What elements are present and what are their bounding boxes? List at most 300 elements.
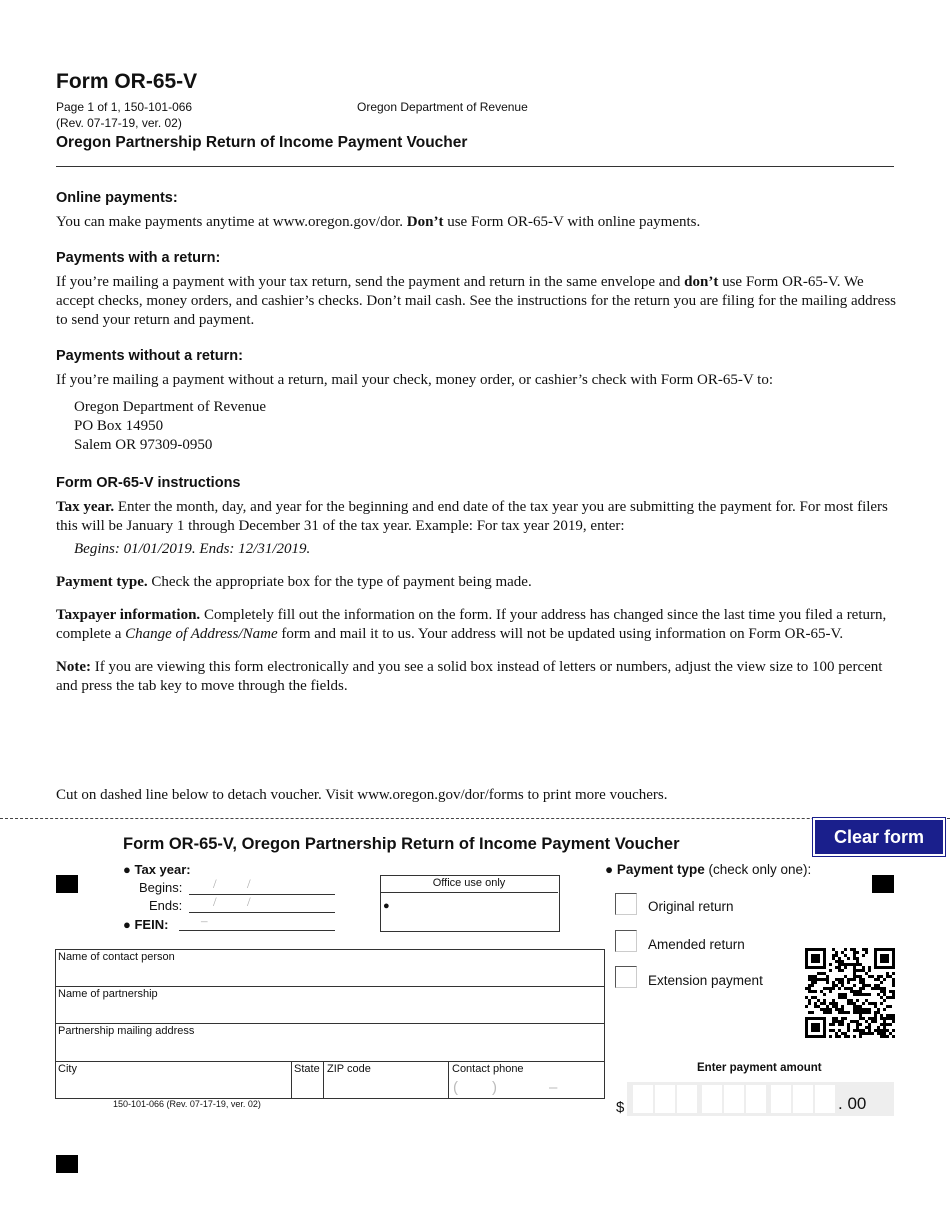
qr-module [868, 966, 871, 969]
digit-box [655, 1085, 675, 1113]
qr-module [829, 1002, 832, 1005]
qr-module [838, 966, 841, 969]
ends-date-field[interactable] [189, 894, 335, 913]
qr-module [832, 984, 835, 987]
qr-module [859, 1035, 862, 1038]
qr-module [859, 1011, 862, 1014]
note-instruction [56, 658, 896, 696]
fein-label [123, 917, 168, 932]
with-return-text [56, 273, 896, 330]
qr-module [892, 1017, 895, 1020]
qr-module [823, 1002, 826, 1005]
qr-module [841, 1032, 844, 1035]
field-caption: Name of partnership [58, 988, 158, 1000]
qr-module [880, 1014, 883, 1017]
qr-module [877, 987, 880, 990]
bullet: ● [123, 862, 131, 877]
qr-module [814, 1002, 817, 1005]
qr-module [865, 1020, 868, 1023]
mailing-address-field[interactable] [55, 1023, 605, 1061]
qr-module [883, 1020, 886, 1023]
taxpayer-term: Taxpayer information. [56, 607, 201, 623]
qr-module [886, 1014, 889, 1017]
qr-module [838, 987, 841, 990]
qr-module [886, 1017, 889, 1020]
qr-module [847, 1002, 850, 1005]
qr-module [835, 960, 838, 963]
qr-module [859, 981, 862, 984]
qr-module [892, 972, 895, 975]
address-line: Salem OR 97309-0950 [74, 437, 213, 453]
qr-module [868, 1011, 871, 1014]
qr-module [859, 963, 862, 966]
clear-form-button[interactable]: Clear form [813, 818, 945, 856]
form-code: 150-101-066 (Rev. 07-17-19, ver. 02) [113, 1099, 261, 1109]
qr-module [874, 987, 877, 990]
registration-mark [872, 875, 894, 893]
qr-module [862, 948, 865, 951]
qr-module [841, 1017, 844, 1020]
qr-module [808, 984, 811, 987]
qr-module [829, 1011, 832, 1014]
qr-module [862, 987, 865, 990]
date-separator: / [247, 876, 251, 891]
qr-module [880, 981, 883, 984]
tax-year-example-text: Begins: 01/01/2019. Ends: 12/31/2019. [74, 541, 311, 557]
qr-module [892, 1035, 895, 1038]
qr-module [865, 984, 868, 987]
qr-module [865, 951, 868, 954]
fein-separator: – [201, 913, 208, 928]
qr-module [856, 1029, 859, 1032]
qr-module [835, 1002, 838, 1005]
tax-year-text: Enter the month, day, and year for the beginning and end date of the tax year you are submitting the payment for. For most filers this will be January 1 through December 31 of the tax year. Example: For tax year 2019, enter: [56, 499, 888, 534]
qr-module [865, 993, 868, 996]
qr-module [859, 975, 862, 978]
begins-label: Begins: [139, 880, 183, 895]
qr-module [892, 993, 895, 996]
qr-module [877, 978, 880, 981]
dollar-sign: $ [616, 1099, 625, 1116]
qr-module [874, 978, 877, 981]
qr-module [862, 966, 865, 969]
qr-module [808, 1011, 811, 1014]
qr-module [820, 1008, 823, 1011]
original-return-label: Original return [648, 899, 734, 914]
qr-module [853, 1020, 856, 1023]
cents-value: . 00 [838, 1094, 867, 1113]
digit-box [746, 1085, 766, 1113]
qr-module [844, 1017, 847, 1020]
cut-instruction: Cut on dashed line below to detach voucher. Visit www.oregon.gov/dor/forms to print more vouchers. [56, 787, 668, 803]
qr-module [877, 993, 880, 996]
ends-label: Ends: [149, 898, 183, 913]
voucher-title: Oregon Partnership Return of Income Payment Voucher [56, 134, 468, 151]
qr-module [883, 999, 886, 1002]
qr-module [850, 978, 853, 981]
tax-year-label [123, 862, 191, 877]
begins-date-field[interactable] [189, 876, 335, 895]
qr-module [814, 996, 817, 999]
qr-module [829, 990, 832, 993]
qr-module [886, 996, 889, 999]
qr-module [892, 1014, 895, 1017]
qr-module [814, 978, 817, 981]
qr-module [862, 981, 865, 984]
field-caption: Partnership mailing address [58, 1025, 195, 1037]
payment-type-instruction [56, 573, 896, 592]
qr-module [850, 1020, 853, 1023]
qr-module [886, 1035, 889, 1038]
qr-module [856, 1023, 859, 1026]
qr-module [859, 1029, 862, 1032]
revision-info: (Rev. 07-17-19, ver. 02) [56, 116, 182, 130]
qr-module [844, 996, 847, 999]
payment-type-label-text: Payment type [616, 862, 705, 877]
qr-module [877, 1032, 880, 1035]
qr-module [871, 1032, 874, 1035]
without-return-heading: Payments without a return: [56, 348, 243, 364]
registration-mark [56, 1155, 78, 1173]
qr-module [841, 969, 844, 972]
qr-module [838, 1008, 841, 1011]
qr-module [841, 1011, 844, 1014]
qr-module [856, 1011, 859, 1014]
qr-module [808, 1002, 811, 1005]
payment-type-label [605, 862, 811, 877]
qr-module [811, 975, 814, 978]
qr-module [883, 1017, 886, 1020]
qr-module [847, 963, 850, 966]
qr-module [835, 1032, 838, 1035]
qr-module [880, 1023, 883, 1026]
qr-module [853, 966, 856, 969]
qr-module [880, 1029, 883, 1032]
department-name: Oregon Department of Revenue [357, 100, 528, 114]
qr-module [886, 972, 889, 975]
qr-module [817, 972, 820, 975]
qr-module [838, 978, 841, 981]
zip-caption: ZIP code [327, 1063, 371, 1075]
qr-module [868, 984, 871, 987]
digit-box [793, 1085, 813, 1113]
fein-field[interactable] [179, 913, 335, 931]
qr-module [880, 990, 883, 993]
qr-module [808, 990, 811, 993]
qr-module [856, 969, 859, 972]
qr-module [871, 1020, 874, 1023]
qr-module [865, 1008, 868, 1011]
online-payments-text [56, 213, 896, 232]
qr-module [829, 987, 832, 990]
qr-module [817, 978, 820, 981]
qr-module [841, 984, 844, 987]
qr-module [814, 1005, 817, 1008]
qr-module [859, 1023, 862, 1026]
qr-module [865, 1026, 868, 1029]
phone-dash: – [549, 1079, 558, 1096]
qr-module [874, 984, 877, 987]
voucher-form-title: Form OR-65-V, Oregon Partnership Return of Income Payment Voucher [123, 835, 680, 853]
qr-module [853, 978, 856, 981]
qr-module [883, 1029, 886, 1032]
qr-module [835, 966, 838, 969]
date-separator: / [213, 876, 217, 891]
qr-module [865, 1011, 868, 1014]
qr-module [817, 1005, 820, 1008]
qr-module [829, 1008, 832, 1011]
tax-year-term: Tax year. [56, 499, 115, 515]
qr-module [817, 999, 820, 1002]
qr-module [853, 972, 856, 975]
digit-box [724, 1085, 744, 1113]
qr-module [841, 960, 844, 963]
qr-module [844, 963, 847, 966]
qr-module [853, 948, 856, 951]
qr-module [829, 1029, 832, 1032]
qr-module [880, 987, 883, 990]
qr-module [847, 978, 850, 981]
date-separator: / [213, 894, 217, 909]
qr-module [856, 990, 859, 993]
qr-module [835, 954, 838, 957]
qr-module [847, 1023, 850, 1026]
qr-module [853, 969, 856, 972]
qr-module [853, 1005, 856, 1008]
qr-module [883, 993, 886, 996]
qr-module [838, 963, 841, 966]
qr-module [832, 1023, 835, 1026]
qr-module [805, 1005, 808, 1008]
qr-module [883, 1032, 886, 1035]
qr-module [829, 963, 832, 966]
qr-module [826, 1008, 829, 1011]
tax-year-label-text: Tax year: [134, 862, 191, 877]
qr-module [880, 1002, 883, 1005]
mailing-address [74, 398, 896, 455]
contact-phone-field[interactable] [448, 1062, 604, 1099]
online-text-part: You can make payments anytime at www.oregon.gov/dor. [56, 214, 407, 230]
qr-module [868, 1017, 871, 1020]
taxpayer-text-part: form and mail it to us. Your address will not be updated using information on Form OR-65-V. [277, 626, 844, 642]
with-return-text-part: If you’re mailing a payment with your tax return, send the payment and return in the same envelope and [56, 274, 685, 290]
state-field[interactable] [291, 1062, 322, 1099]
qr-module [868, 1002, 871, 1005]
qr-module [853, 1011, 856, 1014]
qr-module [871, 987, 874, 990]
qr-module [832, 987, 835, 990]
qr-module [862, 978, 865, 981]
registration-mark [56, 875, 78, 893]
digit-box [702, 1085, 722, 1113]
qr-module [838, 960, 841, 963]
qr-module [844, 1032, 847, 1035]
qr-module [889, 990, 892, 993]
phone-caption: Contact phone [452, 1063, 524, 1075]
qr-module [838, 1029, 841, 1032]
qr-module [847, 999, 850, 1002]
qr-module [859, 1014, 862, 1017]
office-bullet: ● [383, 900, 390, 912]
instructions-body [56, 190, 896, 710]
qr-module [880, 1017, 883, 1020]
qr-module [835, 1017, 838, 1020]
original-return-checkbox[interactable] [615, 893, 637, 915]
qr-module [877, 1029, 880, 1032]
qr-module [844, 993, 847, 996]
qr-module [811, 1011, 814, 1014]
qr-module [859, 1017, 862, 1020]
qr-module [883, 1023, 886, 1026]
qr-module [847, 1011, 850, 1014]
qr-module [856, 951, 859, 954]
contact-person-field[interactable] [55, 949, 605, 987]
qr-module [826, 987, 829, 990]
qr-module [808, 999, 811, 1002]
qr-module [811, 981, 814, 984]
qr-module [823, 1008, 826, 1011]
qr-module [832, 1005, 835, 1008]
qr-module [829, 1035, 832, 1038]
change-of-address-form-name: Change of Address/Name [125, 626, 278, 642]
note-term: Note: [56, 659, 91, 675]
qr-module [862, 969, 865, 972]
qr-module [835, 1020, 838, 1023]
qr-module [835, 1035, 838, 1038]
payment-amount-label: Enter payment amount [697, 1062, 822, 1074]
qr-module [841, 981, 844, 984]
qr-module [826, 981, 829, 984]
qr-module [865, 999, 868, 1002]
qr-module [841, 1008, 844, 1011]
qr-module [874, 1029, 877, 1032]
qr-module [847, 1029, 850, 1032]
qr-module [889, 1023, 892, 1026]
qr-module [862, 993, 865, 996]
office-use-label: Office use only [380, 875, 558, 893]
qr-module [859, 1005, 862, 1008]
qr-module [850, 990, 853, 993]
qr-module [892, 981, 895, 984]
qr-module [832, 954, 835, 957]
qr-module [835, 1005, 838, 1008]
with-return-text-bold: don’t [684, 274, 719, 290]
qr-module [835, 1008, 838, 1011]
qr-module [856, 975, 859, 978]
qr-module [823, 993, 826, 996]
qr-module [883, 990, 886, 993]
qr-module [874, 1017, 877, 1020]
qr-module [886, 1029, 889, 1032]
qr-module [862, 1008, 865, 1011]
qr-module [886, 975, 889, 978]
digit-box [815, 1085, 835, 1113]
qr-module [862, 1032, 865, 1035]
qr-module [832, 1020, 835, 1023]
digit-box [677, 1085, 697, 1113]
qr-module [814, 990, 817, 993]
instructions-heading: Form OR-65-V instructions [56, 475, 241, 491]
qr-module [826, 1011, 829, 1014]
qr-module [835, 951, 838, 954]
qr-module [853, 984, 856, 987]
qr-module [868, 975, 871, 978]
qr-module [859, 987, 862, 990]
qr-module [841, 963, 844, 966]
qr-module [859, 990, 862, 993]
qr-module [811, 996, 814, 999]
qr-module [892, 990, 895, 993]
qr-module [829, 1023, 832, 1026]
qr-module [838, 957, 841, 960]
note-text: If you are viewing this form electronically and you see a solid box instead of letters or numbers, adjust the view size to 100 percent and press the tab key to move through the fields. [56, 659, 883, 694]
partnership-name-field[interactable] [55, 986, 605, 1024]
qr-module [868, 1008, 871, 1011]
qr-module [889, 996, 892, 999]
qr-module [841, 978, 844, 981]
qr-module [847, 957, 850, 960]
qr-module [850, 1002, 853, 1005]
qr-module [832, 957, 835, 960]
qr-module [832, 1002, 835, 1005]
qr-module [838, 1020, 841, 1023]
online-text-part: use Form OR-65-V with online payments. [443, 214, 701, 230]
qr-module [850, 987, 853, 990]
qr-module [883, 1008, 886, 1011]
qr-module [868, 969, 871, 972]
zip-field[interactable] [323, 1062, 449, 1099]
qr-module [886, 1023, 889, 1026]
qr-module [838, 1035, 841, 1038]
fein-label-text: FEIN: [134, 917, 169, 932]
city-state-zip-row [55, 1061, 605, 1099]
qr-module [826, 975, 829, 978]
qr-module [832, 999, 835, 1002]
qr-module [856, 1008, 859, 1011]
qr-module [892, 1029, 895, 1032]
qr-module [838, 996, 841, 999]
qr-module [841, 1020, 844, 1023]
qr-module [832, 1017, 835, 1020]
amended-return-checkbox[interactable] [615, 930, 637, 952]
qr-module [826, 978, 829, 981]
qr-module [856, 1005, 859, 1008]
payment-type-hint: (check only one): [704, 862, 812, 877]
qr-module [823, 972, 826, 975]
state-caption: State [294, 1063, 320, 1075]
qr-module [814, 981, 817, 984]
qr-module [853, 990, 856, 993]
extension-payment-checkbox[interactable] [615, 966, 637, 988]
qr-module [859, 969, 862, 972]
qr-module [856, 963, 859, 966]
qr-module [892, 984, 895, 987]
qr-module [847, 981, 850, 984]
qr-module [841, 1023, 844, 1026]
qr-module [835, 984, 838, 987]
qr-module [811, 978, 814, 981]
city-caption: City [58, 1063, 77, 1075]
qr-module [874, 1002, 877, 1005]
qr-module [853, 951, 856, 954]
tax-year-instruction [56, 498, 896, 536]
qr-module [889, 1017, 892, 1020]
qr-module [853, 963, 856, 966]
qr-module [871, 1017, 874, 1020]
qr-module [874, 1020, 877, 1023]
qr-module [859, 978, 862, 981]
qr-module [838, 981, 841, 984]
